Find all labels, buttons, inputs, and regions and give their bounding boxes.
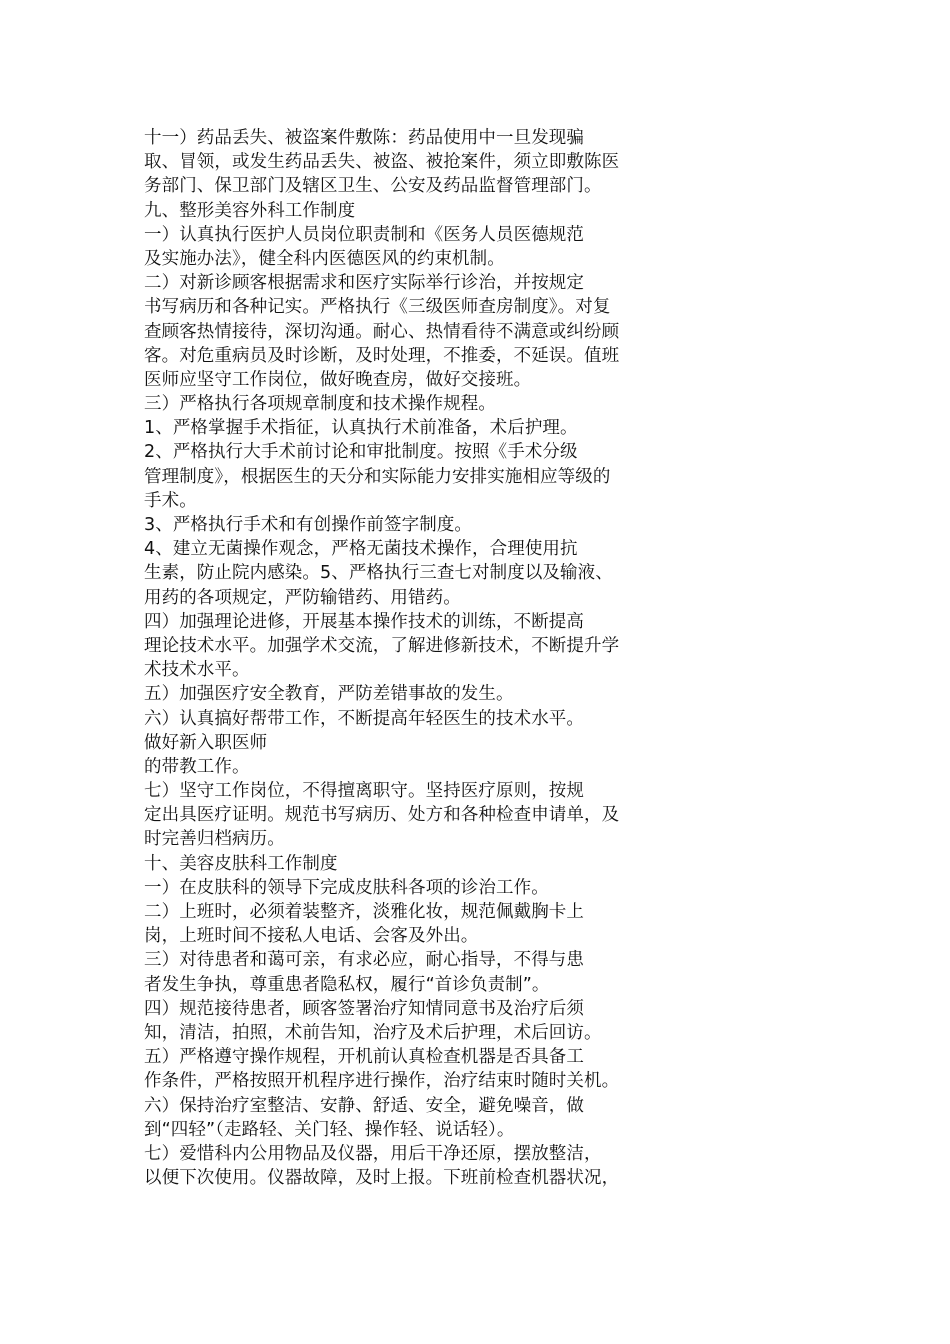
text-line: 到“四轻”（走路轻、关门轻、操作轻、说话轻）。 — [144, 1119, 515, 1140]
text-line: 1、严格掌握手术指征，认真执行术前准备，术后护理。 — [144, 418, 578, 439]
document-body — [144, 126, 674, 1190]
text-line: 知，清洁，拍照，术前告知，治疗及术后护理，术后回访。 — [144, 1022, 602, 1043]
text-line: 五）严格遵守操作规程，开机前认真检查机器是否具备工 — [144, 1047, 584, 1068]
text-line: 作条件，严格按照开机程序进行操作，治疗结束时随时关机。 — [144, 1071, 620, 1092]
text-line: 客。对危重病员及时诊断，及时处理，不推委，不延误。值班 — [144, 345, 620, 366]
text-line: 的带教工作。 — [144, 756, 250, 777]
text-line: 六）保持治疗室整洁、安静、舒适、安全，避免噪音，做 — [144, 1095, 584, 1116]
text-line: 务部门、保卫部门及辖区卫生、公安及药品监督管理部门。 — [144, 176, 602, 197]
text-line: 六）认真搞好帮带工作，不断提高年轻医生的技术水平。 — [144, 708, 584, 729]
text-line: 管理制度》，根据医生的天分和实际能力安排实施相应等级的 — [144, 466, 611, 487]
text-line: 手术。 — [144, 490, 197, 511]
text-line: 书写病历和各种记实。严格执行《三级医师查房制度》。对复 — [144, 297, 611, 318]
text-line: 岗，上班时间不接私人电话、会客及外出。 — [144, 926, 479, 947]
text-line: 4、建立无菌操作观念，严格无菌技术操作，合理使用抗 — [144, 539, 578, 560]
text-line: 3、严格执行手术和有创操作前签字制度。 — [144, 515, 473, 535]
text-line: 二）对新诊顾客根据需求和医疗实际举行诊治，并按规定 — [144, 273, 584, 294]
text-line: 四）加强理论进修，开展基本操作技术的训练，不断提高 — [144, 611, 584, 632]
text-line: 医师应坚守工作岗位，做好晚查房，做好交接班。 — [144, 369, 532, 390]
text-line: 三）严格执行各项规章制度和技术操作规程。 — [144, 394, 496, 415]
text-line: 者发生争执，尊重患者隐私权，履行“首诊负责制”。 — [144, 974, 550, 995]
text-line: 时完善归档病历。 — [144, 829, 285, 850]
text-line: 查顾客热情接待，深切沟通。耐心、热情看待不满意或纠纷顾 — [144, 321, 620, 342]
text-line: 一）在皮肤科的领导下完成皮肤科各项的诊治工作。 — [144, 877, 549, 898]
text-line: 五）加强医疗安全教育，严防差错事故的发生。 — [144, 684, 514, 705]
text-line: 二）上班时，必须着装整齐，淡雅化妆，规范佩戴胸卡上 — [144, 902, 584, 922]
text-line: 做好新入职医师 — [144, 732, 268, 753]
text-line: 取、冒领，或发生药品丢失、被盗、被抢案件，须立即敷陈医 — [144, 152, 620, 173]
text-line: 四）规范接待患者，顾客签署治疗知情同意书及治疗后须 — [144, 998, 584, 1019]
section-heading: 九、整形美容外科工作制度 — [144, 200, 356, 221]
text-line: 及实施办法》，健全科内医德医风的约束机制。 — [144, 248, 505, 269]
text-line: 定出具医疗证明。规范书写病历、处方和各种检查申请单，及 — [144, 805, 620, 826]
text-line: 七）爱惜科内公用物品及仪器，用后干净还原，摆放整洁， — [144, 1143, 602, 1164]
text-line: 以便下次使用。仪器故障，及时上报。下班前检查机器状况， — [144, 1168, 620, 1189]
text-line: 一）认真执行医护人员岗位职责制和《医务人员医德规范 — [144, 224, 584, 245]
text-line: 生素，防止院内感染。5、严格执行三查七对制度以及输液、 — [144, 563, 613, 584]
text-line: 术技术水平。 — [144, 660, 250, 681]
text-line: 七）坚守工作岗位，不得擅离职守。坚持医疗原则，按规 — [144, 781, 584, 802]
text-line: 用药的各项规定，严防输错药、用错药。 — [144, 587, 461, 608]
text-line: 2、严格执行大手术前讨论和审批制度。按照《手术分级 — [144, 442, 578, 463]
text-line: 理论技术水平。加强学术交流，了解进修新技术，不断提升学 — [144, 635, 620, 656]
text-line: 三）对待患者和蔼可亲，有求必应，耐心指导，不得与患 — [144, 950, 584, 971]
text-line: 十一）药品丢失、被盗案件敷陈：药品使用中一旦发现骗 — [144, 128, 584, 148]
section-heading: 十、美容皮肤科工作制度 — [144, 853, 338, 874]
